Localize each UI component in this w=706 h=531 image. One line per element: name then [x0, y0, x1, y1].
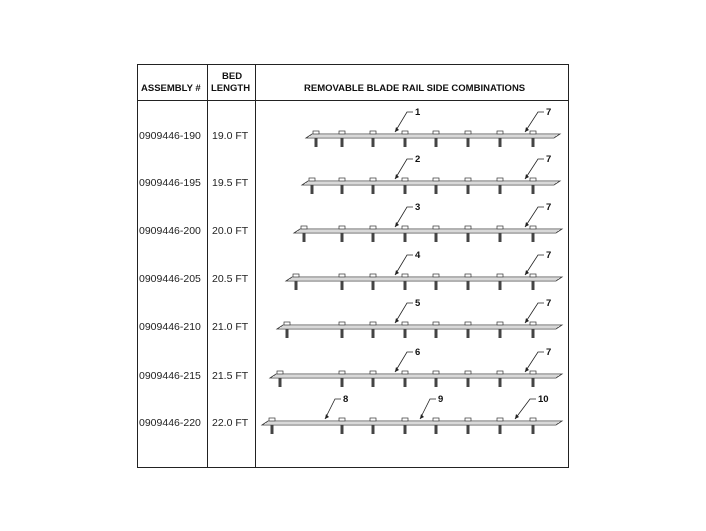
post-cap [402, 178, 408, 181]
post-cap [465, 322, 471, 325]
callout-number: 8 [343, 394, 349, 405]
assembly-number: 0909446-205 [139, 273, 201, 285]
mounting-post [341, 138, 344, 147]
post-cap [465, 131, 471, 134]
post-cap [370, 178, 376, 181]
bed-length: 21.5 FT [212, 370, 249, 382]
mounting-post [467, 329, 470, 338]
mounting-post [372, 378, 375, 387]
mounting-post [303, 233, 306, 242]
mounting-post [499, 233, 502, 242]
post-cap [402, 131, 408, 134]
header-assembly: ASSEMBLY # [141, 83, 201, 94]
mounting-post [532, 138, 535, 147]
post-cap [530, 131, 536, 134]
post-cap [370, 226, 376, 229]
mounting-post [532, 329, 535, 338]
post-cap [497, 226, 503, 229]
mounting-post [467, 281, 470, 290]
post-cap [339, 418, 345, 421]
post-cap [339, 322, 345, 325]
post-cap [370, 131, 376, 134]
callout-number: 7 [546, 250, 552, 261]
mounting-post [372, 138, 375, 147]
mounting-post [279, 378, 282, 387]
post-cap [433, 131, 439, 134]
mounting-post [435, 138, 438, 147]
post-cap [277, 371, 283, 374]
post-cap [433, 322, 439, 325]
bed-length: 20.0 FT [212, 225, 249, 237]
mounting-post [435, 281, 438, 290]
post-cap [530, 226, 536, 229]
assembly-number: 0909446-190 [139, 130, 201, 142]
mounting-post [271, 425, 274, 434]
post-cap [497, 274, 503, 277]
post-cap [339, 274, 345, 277]
post-cap [339, 226, 345, 229]
post-cap [530, 274, 536, 277]
mounting-post [435, 378, 438, 387]
post-cap [530, 371, 536, 374]
mounting-post [404, 281, 407, 290]
post-cap [370, 418, 376, 421]
post-cap [402, 226, 408, 229]
leader-arrow [525, 222, 529, 227]
bed-length: 22.0 FT [212, 417, 249, 429]
mounting-post [341, 185, 344, 194]
callout-number: 6 [415, 347, 421, 358]
leader-arrow [395, 174, 399, 179]
leader-arrow [525, 318, 529, 323]
callout-number: 5 [415, 298, 421, 309]
assembly-number: 0909446-210 [139, 321, 201, 333]
mounting-post [315, 138, 318, 147]
mounting-post [532, 185, 535, 194]
mounting-post [532, 233, 535, 242]
mounting-post [467, 138, 470, 147]
mounting-post [404, 425, 407, 434]
assembly-number: 0909446-220 [139, 417, 201, 429]
mounting-post [341, 378, 344, 387]
leader-arrow [395, 270, 399, 275]
mounting-post [467, 425, 470, 434]
blade-rail-row [306, 107, 560, 147]
post-cap [433, 418, 439, 421]
post-cap [465, 226, 471, 229]
post-cap [433, 226, 439, 229]
callout-number: 3 [415, 202, 421, 213]
post-cap [465, 371, 471, 374]
post-cap [530, 178, 536, 181]
post-cap [339, 371, 345, 374]
post-cap [497, 418, 503, 421]
bed-length: 21.0 FT [212, 321, 249, 333]
mounting-post [341, 329, 344, 338]
mounting-post [435, 425, 438, 434]
post-cap [269, 418, 275, 421]
mounting-post [435, 233, 438, 242]
mounting-post [532, 425, 535, 434]
post-cap [433, 371, 439, 374]
post-cap [402, 274, 408, 277]
mounting-post [404, 329, 407, 338]
post-cap [370, 371, 376, 374]
post-cap [433, 274, 439, 277]
blade-rail-row [294, 202, 562, 242]
callout-number: 7 [546, 298, 552, 309]
post-cap [370, 322, 376, 325]
blade-rail-row [270, 347, 562, 387]
post-cap [339, 131, 345, 134]
mounting-post [341, 425, 344, 434]
mounting-post [372, 185, 375, 194]
post-cap [497, 178, 503, 181]
assembly-number: 0909446-195 [139, 177, 201, 189]
post-cap [433, 178, 439, 181]
bed-length: 19.5 FT [212, 177, 249, 189]
post-cap [465, 418, 471, 421]
mounting-post [286, 329, 289, 338]
post-cap [402, 371, 408, 374]
post-cap [402, 322, 408, 325]
mounting-post [404, 138, 407, 147]
mounting-post [435, 185, 438, 194]
post-cap [530, 322, 536, 325]
mounting-post [372, 233, 375, 242]
leader-line [515, 399, 536, 419]
mounting-post [499, 378, 502, 387]
mounting-post [341, 233, 344, 242]
mounting-post [311, 185, 314, 194]
callout-number: 4 [415, 250, 421, 261]
post-cap [293, 274, 299, 277]
callout-number: 2 [415, 154, 421, 165]
post-cap [497, 322, 503, 325]
mounting-post [499, 329, 502, 338]
assembly-number: 0909446-215 [139, 370, 201, 382]
callout-number: 1 [415, 107, 421, 118]
mounting-post [295, 281, 298, 290]
callout-number: 10 [538, 394, 549, 405]
post-cap [370, 274, 376, 277]
post-cap [465, 178, 471, 181]
mounting-post [499, 138, 502, 147]
post-cap [284, 322, 290, 325]
post-cap [309, 178, 315, 181]
mounting-post [372, 329, 375, 338]
mounting-post [404, 378, 407, 387]
mounting-post [499, 425, 502, 434]
blade-rail-row [286, 250, 562, 290]
mounting-post [372, 281, 375, 290]
mounting-post [532, 281, 535, 290]
callout-number: 7 [546, 347, 552, 358]
bed-length: 20.5 FT [212, 273, 249, 285]
mounting-post [404, 233, 407, 242]
post-cap [530, 418, 536, 421]
mounting-post [467, 185, 470, 194]
post-cap [313, 131, 319, 134]
leader-arrow [525, 127, 529, 132]
post-cap [402, 418, 408, 421]
callout-number: 7 [546, 107, 552, 118]
leader-arrow [395, 127, 399, 132]
bed-length: 19.0 FT [212, 130, 249, 142]
mounting-post [404, 185, 407, 194]
mounting-post [435, 329, 438, 338]
header-length: LENGTH [211, 83, 251, 94]
post-cap [497, 371, 503, 374]
mounting-post [341, 281, 344, 290]
mounting-post [499, 281, 502, 290]
leader-arrow [525, 270, 529, 275]
post-cap [497, 131, 503, 134]
header-combinations: REMOVABLE BLADE RAIL SIDE COMBINATIONS [304, 83, 526, 94]
post-cap [301, 226, 307, 229]
mounting-post [467, 233, 470, 242]
mounting-post [499, 185, 502, 194]
blade-rail-row [277, 298, 562, 338]
mounting-post [532, 378, 535, 387]
leader-arrow [525, 174, 529, 179]
leader-arrow [525, 367, 529, 372]
assembly-number: 0909446-200 [139, 225, 201, 237]
header-bed: BED [222, 71, 243, 82]
leader-arrow [395, 222, 399, 227]
post-cap [339, 178, 345, 181]
blade-rail-row [302, 154, 560, 194]
callout-number: 9 [438, 394, 444, 405]
post-cap [465, 274, 471, 277]
leader-arrow [395, 367, 399, 372]
mounting-post [372, 425, 375, 434]
blade-rail-row [262, 394, 562, 434]
callout-number: 7 [546, 154, 552, 165]
blade-rail-drawings [262, 107, 562, 434]
callout-number: 7 [546, 202, 552, 213]
mounting-post [467, 378, 470, 387]
leader-arrow [395, 318, 399, 323]
